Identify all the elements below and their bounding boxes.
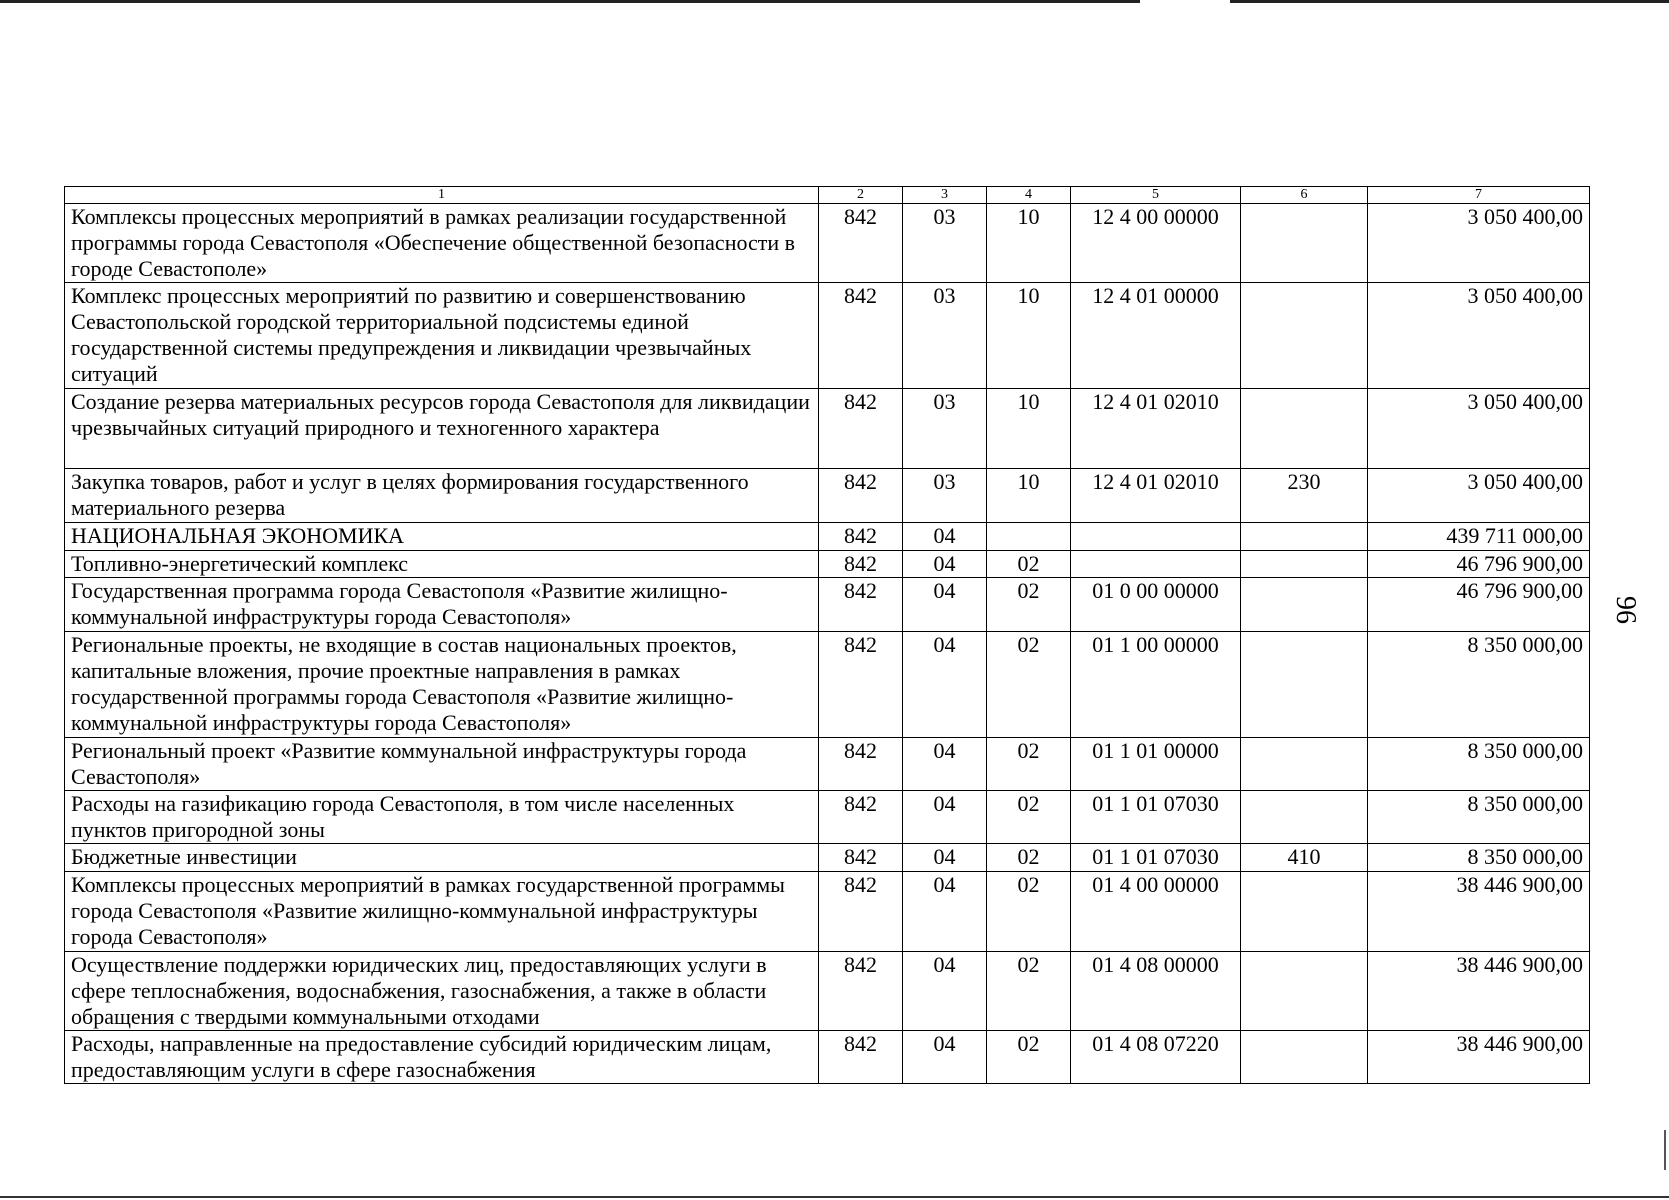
row-target-article: 01 4 08 00000 (1071, 952, 1241, 1031)
row-section-code: 04 (903, 523, 987, 551)
table-row (65, 791, 1590, 844)
table-row (65, 578, 1590, 632)
row-ministry-code: 842 (819, 791, 903, 844)
row-amount: 3 050 400,00 (1368, 389, 1590, 469)
row-name: Закупка товаров, работ и услуг в целях формирования государственного материального резерва (65, 469, 819, 523)
row-expense-type (1241, 523, 1368, 551)
row-section-code: 03 (903, 283, 987, 389)
row-section-code: 04 (903, 952, 987, 1031)
row-target-article: 12 4 01 02010 (1071, 469, 1241, 523)
row-ministry-code: 842 (819, 844, 903, 872)
scan-edge-top (0, 0, 1669, 3)
row-expense-type (1241, 551, 1368, 578)
row-section-code: 04 (903, 738, 987, 791)
row-amount: 8 350 000,00 (1368, 791, 1590, 844)
row-name: НАЦИОНАЛЬНАЯ ЭКОНОМИКА (65, 523, 819, 551)
scan-edge-gap (1140, 0, 1230, 3)
row-section-code: 04 (903, 632, 987, 738)
table-row (65, 872, 1590, 952)
row-amount: 46 796 900,00 (1368, 578, 1590, 632)
row-name: Региональные проекты, не входящие в состав национальных проектов, капитальные вложения, прочие проектные направления в рамках государственной программы города Севастополя «Развитие жилищно-коммунальной инфраструктуры города Севастополя» (65, 632, 819, 738)
row-amount: 8 350 000,00 (1368, 844, 1590, 872)
row-amount: 46 796 900,00 (1368, 551, 1590, 578)
table-row (65, 283, 1590, 389)
header-col-5: 5 (1071, 187, 1241, 204)
row-ministry-code: 842 (819, 204, 903, 283)
row-ministry-code: 842 (819, 738, 903, 791)
row-name: Осуществление поддержки юридических лиц, предоставляющих услуги в сфере теплоснабжения, водоснабжения, газоснабжения, а также в области обращения с твердыми коммунальными отходами (65, 952, 819, 1031)
row-target-article (1071, 523, 1241, 551)
row-expense-type (1241, 791, 1368, 844)
row-section-code: 04 (903, 578, 987, 632)
row-target-article: 01 1 01 00000 (1071, 738, 1241, 791)
row-target-article: 01 1 00 00000 (1071, 632, 1241, 738)
row-expense-type (1241, 952, 1368, 1031)
row-section-code: 04 (903, 551, 987, 578)
row-amount: 3 050 400,00 (1368, 469, 1590, 523)
row-target-article: 01 0 00 00000 (1071, 578, 1241, 632)
row-name: Государственная программа города Севастополя «Развитие жилищно-коммунальной инфраструктуры города Севастополя» (65, 578, 819, 632)
row-subsection-code: 02 (987, 551, 1071, 578)
row-expense-type (1241, 389, 1368, 469)
row-target-article: 01 4 08 07220 (1071, 1031, 1241, 1084)
row-subsection-code: 02 (987, 632, 1071, 738)
row-expense-type: 230 (1241, 469, 1368, 523)
row-ministry-code: 842 (819, 523, 903, 551)
row-target-article: 01 4 00 00000 (1071, 872, 1241, 952)
row-expense-type (1241, 872, 1368, 952)
row-subsection-code: 10 (987, 283, 1071, 389)
row-amount: 8 350 000,00 (1368, 738, 1590, 791)
row-ministry-code: 842 (819, 632, 903, 738)
table-row (65, 738, 1590, 791)
row-name: Создание резерва материальных ресурсов города Севастополя для ликвидации чрезвычайных ситуаций природного и техногенного характера (65, 389, 819, 469)
row-target-article: 12 4 00 00000 (1071, 204, 1241, 283)
row-section-code: 04 (903, 872, 987, 952)
row-amount: 38 446 900,00 (1368, 1031, 1590, 1084)
row-section-code: 03 (903, 389, 987, 469)
budget-table (64, 186, 1590, 1084)
row-subsection-code: 02 (987, 1031, 1071, 1084)
row-section-code: 03 (903, 204, 987, 283)
row-expense-type: 410 (1241, 844, 1368, 872)
table-row (65, 523, 1590, 551)
table-row (65, 389, 1590, 469)
row-subsection-code: 02 (987, 872, 1071, 952)
row-ministry-code: 842 (819, 389, 903, 469)
row-expense-type (1241, 204, 1368, 283)
row-subsection-code (987, 523, 1071, 551)
header-col-7: 7 (1368, 187, 1590, 204)
row-expense-type (1241, 738, 1368, 791)
row-ministry-code: 842 (819, 578, 903, 632)
row-target-article (1071, 551, 1241, 578)
scan-edge-bottom (0, 1196, 1669, 1198)
row-amount: 439 711 000,00 (1368, 523, 1590, 551)
header-col-2: 2 (819, 187, 903, 204)
row-amount: 3 050 400,00 (1368, 204, 1590, 283)
row-amount: 3 050 400,00 (1368, 283, 1590, 389)
scan-edge-mark (1664, 1130, 1666, 1170)
row-subsection-code: 02 (987, 791, 1071, 844)
row-subsection-code: 10 (987, 389, 1071, 469)
row-subsection-code: 10 (987, 469, 1071, 523)
row-ministry-code: 842 (819, 283, 903, 389)
table-row (65, 952, 1590, 1031)
row-name: Региональный проект «Развитие коммунальной инфраструктуры города Севастополя» (65, 738, 819, 791)
row-expense-type (1241, 1031, 1368, 1084)
row-amount: 8 350 000,00 (1368, 632, 1590, 738)
row-expense-type (1241, 283, 1368, 389)
row-name: Комплекс процессных мероприятий по развитию и совершенствованию Севастопольской городской территориальной подсистемы единой государственной системы предупреждения и ликвидации чрезвычайных ситуаций (65, 283, 819, 389)
row-ministry-code: 842 (819, 1031, 903, 1084)
page-number: 96 (1610, 596, 1641, 624)
row-name: Топливно-энергетический комплекс (65, 551, 819, 578)
header-col-6: 6 (1241, 187, 1368, 204)
table-row (65, 844, 1590, 872)
row-ministry-code: 842 (819, 469, 903, 523)
row-subsection-code: 02 (987, 952, 1071, 1031)
row-target-article: 01 1 01 07030 (1071, 844, 1241, 872)
row-section-code: 04 (903, 844, 987, 872)
table-row (65, 204, 1590, 283)
row-target-article: 12 4 01 02010 (1071, 389, 1241, 469)
row-ministry-code: 842 (819, 551, 903, 578)
row-name: Расходы на газификацию города Севастополя, в том числе населенных пунктов пригородной зоны (65, 791, 819, 844)
row-name: Расходы, направленные на предоставление субсидий юридическим лицам, предоставляющим услуги в сфере газоснабжения (65, 1031, 819, 1084)
row-target-article: 01 1 01 07030 (1071, 791, 1241, 844)
row-subsection-code: 02 (987, 844, 1071, 872)
header-col-3: 3 (903, 187, 987, 204)
row-subsection-code: 10 (987, 204, 1071, 283)
table-row (65, 1031, 1590, 1084)
row-target-article: 12 4 01 00000 (1071, 283, 1241, 389)
row-name: Комплексы процессных мероприятий в рамках государственной программы города Севастополя «Развитие жилищно-коммунальной инфраструктуры города Севастополя» (65, 872, 819, 952)
row-name: Комплексы процессных мероприятий в рамках реализации государственной программы города Севастополя «Обеспечение общественной безопасности в городе Севастополе» (65, 204, 819, 283)
header-col-4: 4 (987, 187, 1071, 204)
row-ministry-code: 842 (819, 952, 903, 1031)
row-subsection-code: 02 (987, 578, 1071, 632)
table-row (65, 632, 1590, 738)
row-expense-type (1241, 632, 1368, 738)
row-ministry-code: 842 (819, 872, 903, 952)
header-row (65, 187, 1590, 204)
row-subsection-code: 02 (987, 738, 1071, 791)
row-section-code: 04 (903, 1031, 987, 1084)
row-amount: 38 446 900,00 (1368, 952, 1590, 1031)
table-row (65, 551, 1590, 578)
row-section-code: 03 (903, 469, 987, 523)
row-name: Бюджетные инвестиции (65, 844, 819, 872)
table-row (65, 469, 1590, 523)
header-col-1: 1 (65, 187, 819, 204)
row-section-code: 04 (903, 791, 987, 844)
row-expense-type (1241, 578, 1368, 632)
row-amount: 38 446 900,00 (1368, 872, 1590, 952)
